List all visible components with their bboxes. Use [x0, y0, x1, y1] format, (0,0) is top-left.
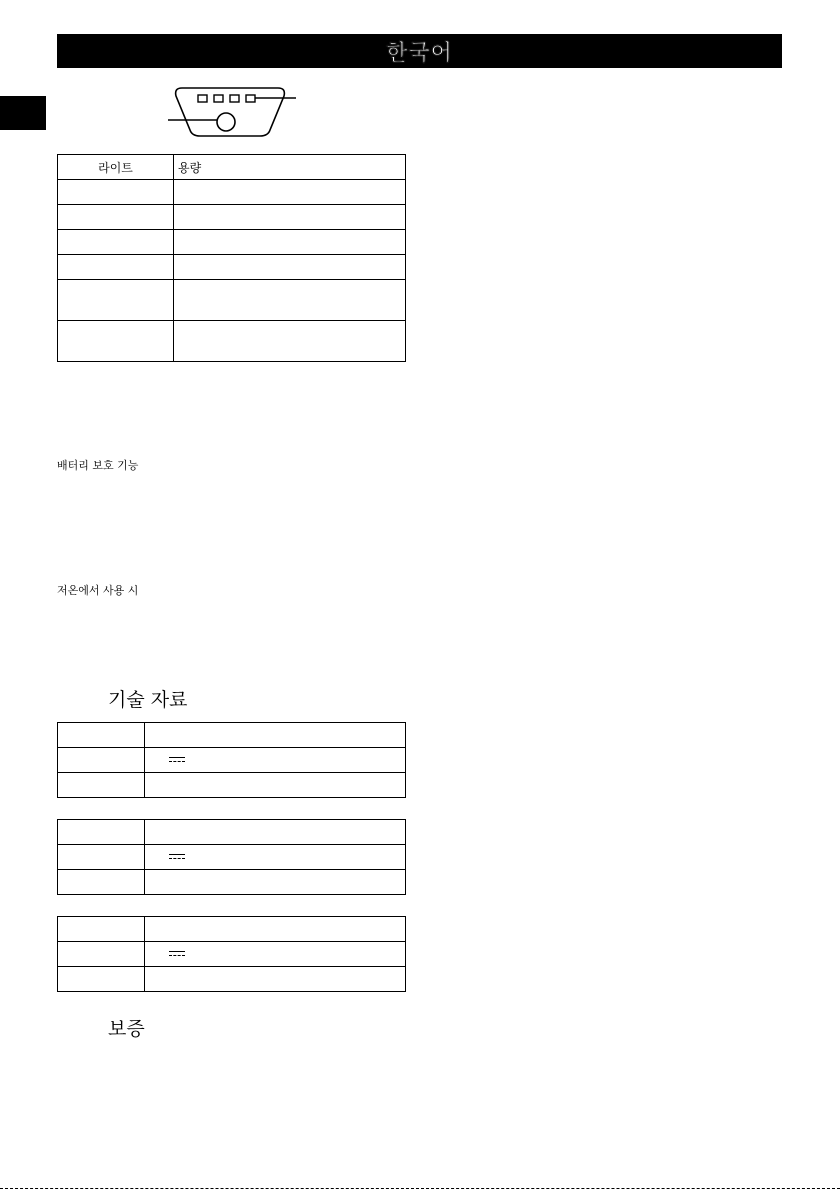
table-cell — [58, 230, 174, 255]
table-row — [58, 748, 406, 773]
table-cell — [58, 967, 145, 992]
table-cell — [174, 255, 406, 280]
table-cell — [145, 723, 406, 748]
table-row — [58, 255, 406, 280]
table-cell — [58, 870, 145, 895]
table-row — [58, 321, 406, 362]
tech-specs-heading: 기술 자료 — [108, 689, 188, 711]
battery-protection-heading: 배터리 보호 기능 — [57, 459, 139, 472]
table-row — [58, 723, 406, 748]
light-capacity-table — [57, 154, 406, 362]
language-banner — [57, 34, 782, 68]
table-cell — [58, 820, 145, 845]
table-row — [58, 180, 406, 205]
table-cell — [58, 917, 145, 942]
table-header-row — [58, 155, 406, 180]
battery-connector-icon — [160, 80, 305, 140]
table-row — [58, 820, 406, 845]
page-bottom-rule — [0, 1188, 840, 1189]
table-cell — [58, 321, 174, 362]
table-cell — [58, 205, 174, 230]
dc-current-icon — [169, 854, 185, 860]
table-cell — [174, 321, 406, 362]
section-tab-marker — [0, 96, 46, 130]
table-row — [58, 870, 406, 895]
table-cell — [174, 205, 406, 230]
warranty-heading: 보증 — [108, 1018, 145, 1040]
table-header-cell: 용량 — [174, 155, 406, 180]
table-cell — [145, 845, 406, 870]
table-header-cell: 라이트 — [58, 155, 174, 180]
table-cell — [145, 967, 406, 992]
table-cell — [145, 820, 406, 845]
table-cell — [58, 773, 145, 798]
table-cell — [58, 280, 174, 321]
table-row — [58, 967, 406, 992]
table-cell — [174, 180, 406, 205]
table-cell — [145, 748, 406, 773]
table-cell — [145, 870, 406, 895]
table-row — [58, 845, 406, 870]
table-cell — [174, 230, 406, 255]
dc-current-icon — [169, 951, 185, 957]
dc-current-icon — [169, 757, 185, 763]
table-row — [58, 917, 406, 942]
table-cell — [145, 942, 406, 967]
table-cell — [58, 723, 145, 748]
table-row — [58, 280, 406, 321]
table-cell — [174, 280, 406, 321]
banner-title: 한국어 — [386, 40, 453, 66]
table-cell — [58, 942, 145, 967]
table-row — [58, 942, 406, 967]
table-cell — [58, 255, 174, 280]
low-temperature-heading: 저온에서 사용 시 — [57, 584, 139, 597]
spec-table — [57, 819, 406, 895]
table-cell — [58, 180, 174, 205]
table-cell — [145, 917, 406, 942]
table-cell — [58, 748, 145, 773]
table-row — [58, 230, 406, 255]
spec-table — [57, 722, 406, 798]
table-cell — [58, 845, 145, 870]
table-row — [58, 205, 406, 230]
table-cell — [145, 773, 406, 798]
spec-table — [57, 916, 406, 992]
table-row — [58, 773, 406, 798]
